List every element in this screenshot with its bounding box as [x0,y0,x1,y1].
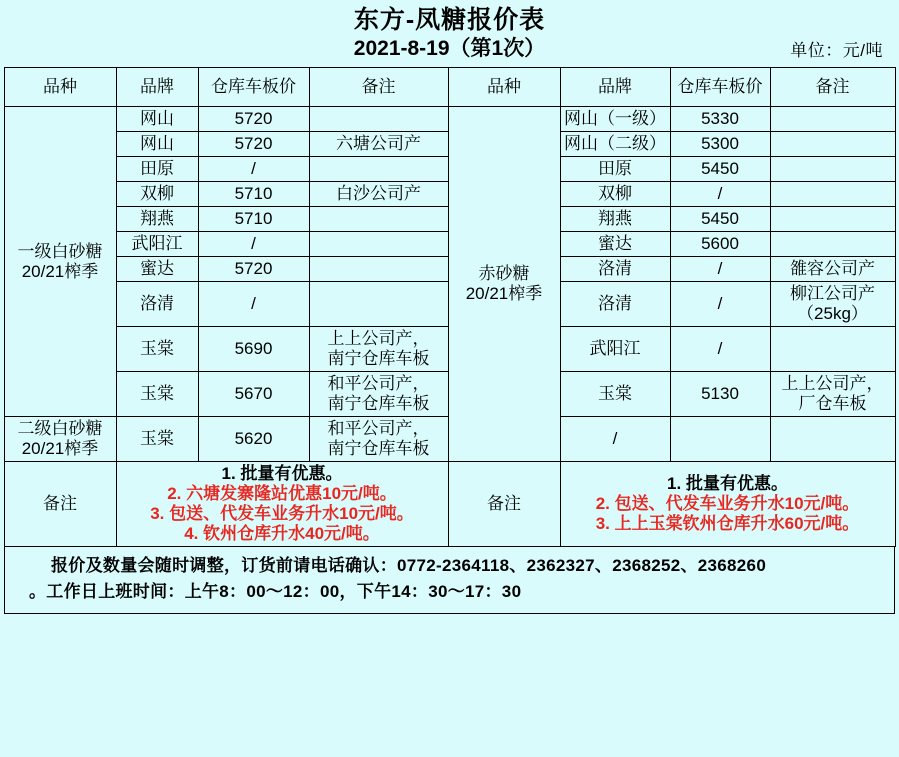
subtitle-row [0,35,899,63]
note-right-2 [770,132,895,157]
category-red-sugar: 赤砂糖 20/21榨季 [448,107,560,462]
price-right-6: 5600 [670,232,770,257]
price-left-7: 5720 [198,257,309,282]
brand-right-4: 双柳 [560,182,670,207]
note-left-2: 六塘公司产 [309,132,448,157]
brand-left-11: 玉棠 [116,417,198,462]
price-right-11 [670,417,770,462]
footer-line-2: 。工作日上班时间：上午8：00～12：00，下午14：30～17：30 [29,582,522,601]
note-right-7: 雒容公司产 [770,257,895,282]
note-right-6 [770,232,895,257]
brand-left-9: 玉棠 [116,327,198,372]
remark-body-right: 1. 批量有优惠。 2. 包送、代发车业务升水10元/吨。 3. 上上玉棠钦州仓库升水60元/吨。 [560,462,895,547]
price-right-5: 5450 [670,207,770,232]
header-price-left: 仓库车板价 [198,68,309,107]
brand-right-9: 武阳江 [560,327,670,372]
header-note-left: 备注 [309,68,448,107]
brand-right-2: 网山（二级） [560,132,670,157]
price-right-8: / [670,282,770,327]
brand-right-10: 玉棠 [560,372,670,417]
note-right-10: 上上公司产， 厂仓车板 [770,372,895,417]
brand-left-7: 蜜达 [116,257,198,282]
unit-label: 单位：元/吨 [790,41,883,60]
remark-label-right: 备注 [448,462,560,547]
brand-right-8: 洛清 [560,282,670,327]
header-price-right: 仓库车板价 [670,68,770,107]
brand-left-5: 翔燕 [116,207,198,232]
note-left-11: 和平公司产， 南宁仓库车板 [309,417,448,462]
brand-right-5: 翔燕 [560,207,670,232]
brand-left-6: 武阳江 [116,232,198,257]
remark-body-left: 1. 批量有优惠。 2. 六塘发寨隆站优惠10元/吨。 3. 包送、代发车业务升水10元/吨。 4. 钦州仓库升水40元/吨。 [116,462,448,547]
brand-right-6: 蜜达 [560,232,670,257]
quote-date: 2021-8-19（第1次） [353,37,546,60]
price-left-9: 5690 [198,327,309,372]
price-left-2: 5720 [198,132,309,157]
note-right-11 [770,417,895,462]
header-brand-right: 品牌 [560,68,670,107]
brand-left-1: 网山 [116,107,198,132]
note-right-3 [770,157,895,182]
note-left-9: 上上公司产， 南宁仓库车板 [309,327,448,372]
remark-label-left: 备注 [4,462,116,547]
brand-left-8: 洛清 [116,282,198,327]
price-left-1: 5720 [198,107,309,132]
price-left-11: 5620 [198,417,309,462]
price-right-9: / [670,327,770,372]
price-right-1: 5330 [670,107,770,132]
price-right-10: 5130 [670,372,770,417]
price-right-7: / [670,257,770,282]
price-right-3: 5450 [670,157,770,182]
note-left-8 [309,282,448,327]
price-table [4,67,896,547]
page-title: 东方-凤糖报价表 [353,6,546,34]
price-right-4: / [670,182,770,207]
note-left-1 [309,107,448,132]
brand-left-10: 玉棠 [116,372,198,417]
brand-right-1: 网山（一级） [560,107,670,132]
category-grade2-white-sugar: 二级白砂糖 20/21榨季 [4,417,116,462]
brand-right-11: / [560,417,670,462]
note-right-1 [770,107,895,132]
price-left-3: / [198,157,309,182]
table-row [4,107,895,132]
category-grade1-white-sugar: 一级白砂糖 20/21榨季 [4,107,116,417]
note-left-10: 和平公司产， 南宁仓库车板 [309,372,448,417]
header-variety-right: 品种 [448,68,560,107]
price-right-2: 5300 [670,132,770,157]
note-left-7 [309,257,448,282]
note-left-5 [309,207,448,232]
price-left-8: / [198,282,309,327]
note-right-4 [770,182,895,207]
footer-note [4,547,895,614]
header-brand-left: 品牌 [116,68,198,107]
note-right-8: 柳江公司产 （25kg） [770,282,895,327]
note-left-4: 白沙公司产 [309,182,448,207]
note-right-5 [770,207,895,232]
header-variety-left: 品种 [4,68,116,107]
brand-left-3: 田原 [116,157,198,182]
note-left-3 [309,157,448,182]
brand-left-4: 双柳 [116,182,198,207]
price-left-5: 5710 [198,207,309,232]
price-left-6: / [198,232,309,257]
brand-right-7: 洛清 [560,257,670,282]
note-right-9 [770,327,895,372]
remarks-row [4,462,895,547]
header-note-right: 备注 [770,68,895,107]
brand-right-3: 田原 [560,157,670,182]
price-left-4: 5710 [198,182,309,207]
footer-line-1: 报价及数量会随时调整，订货前请电话确认：0772-2364118、2362327、2368252、2368260 [51,556,767,575]
price-left-10: 5670 [198,372,309,417]
brand-left-2: 网山 [116,132,198,157]
table-header-row [4,68,895,107]
note-left-6 [309,232,448,257]
